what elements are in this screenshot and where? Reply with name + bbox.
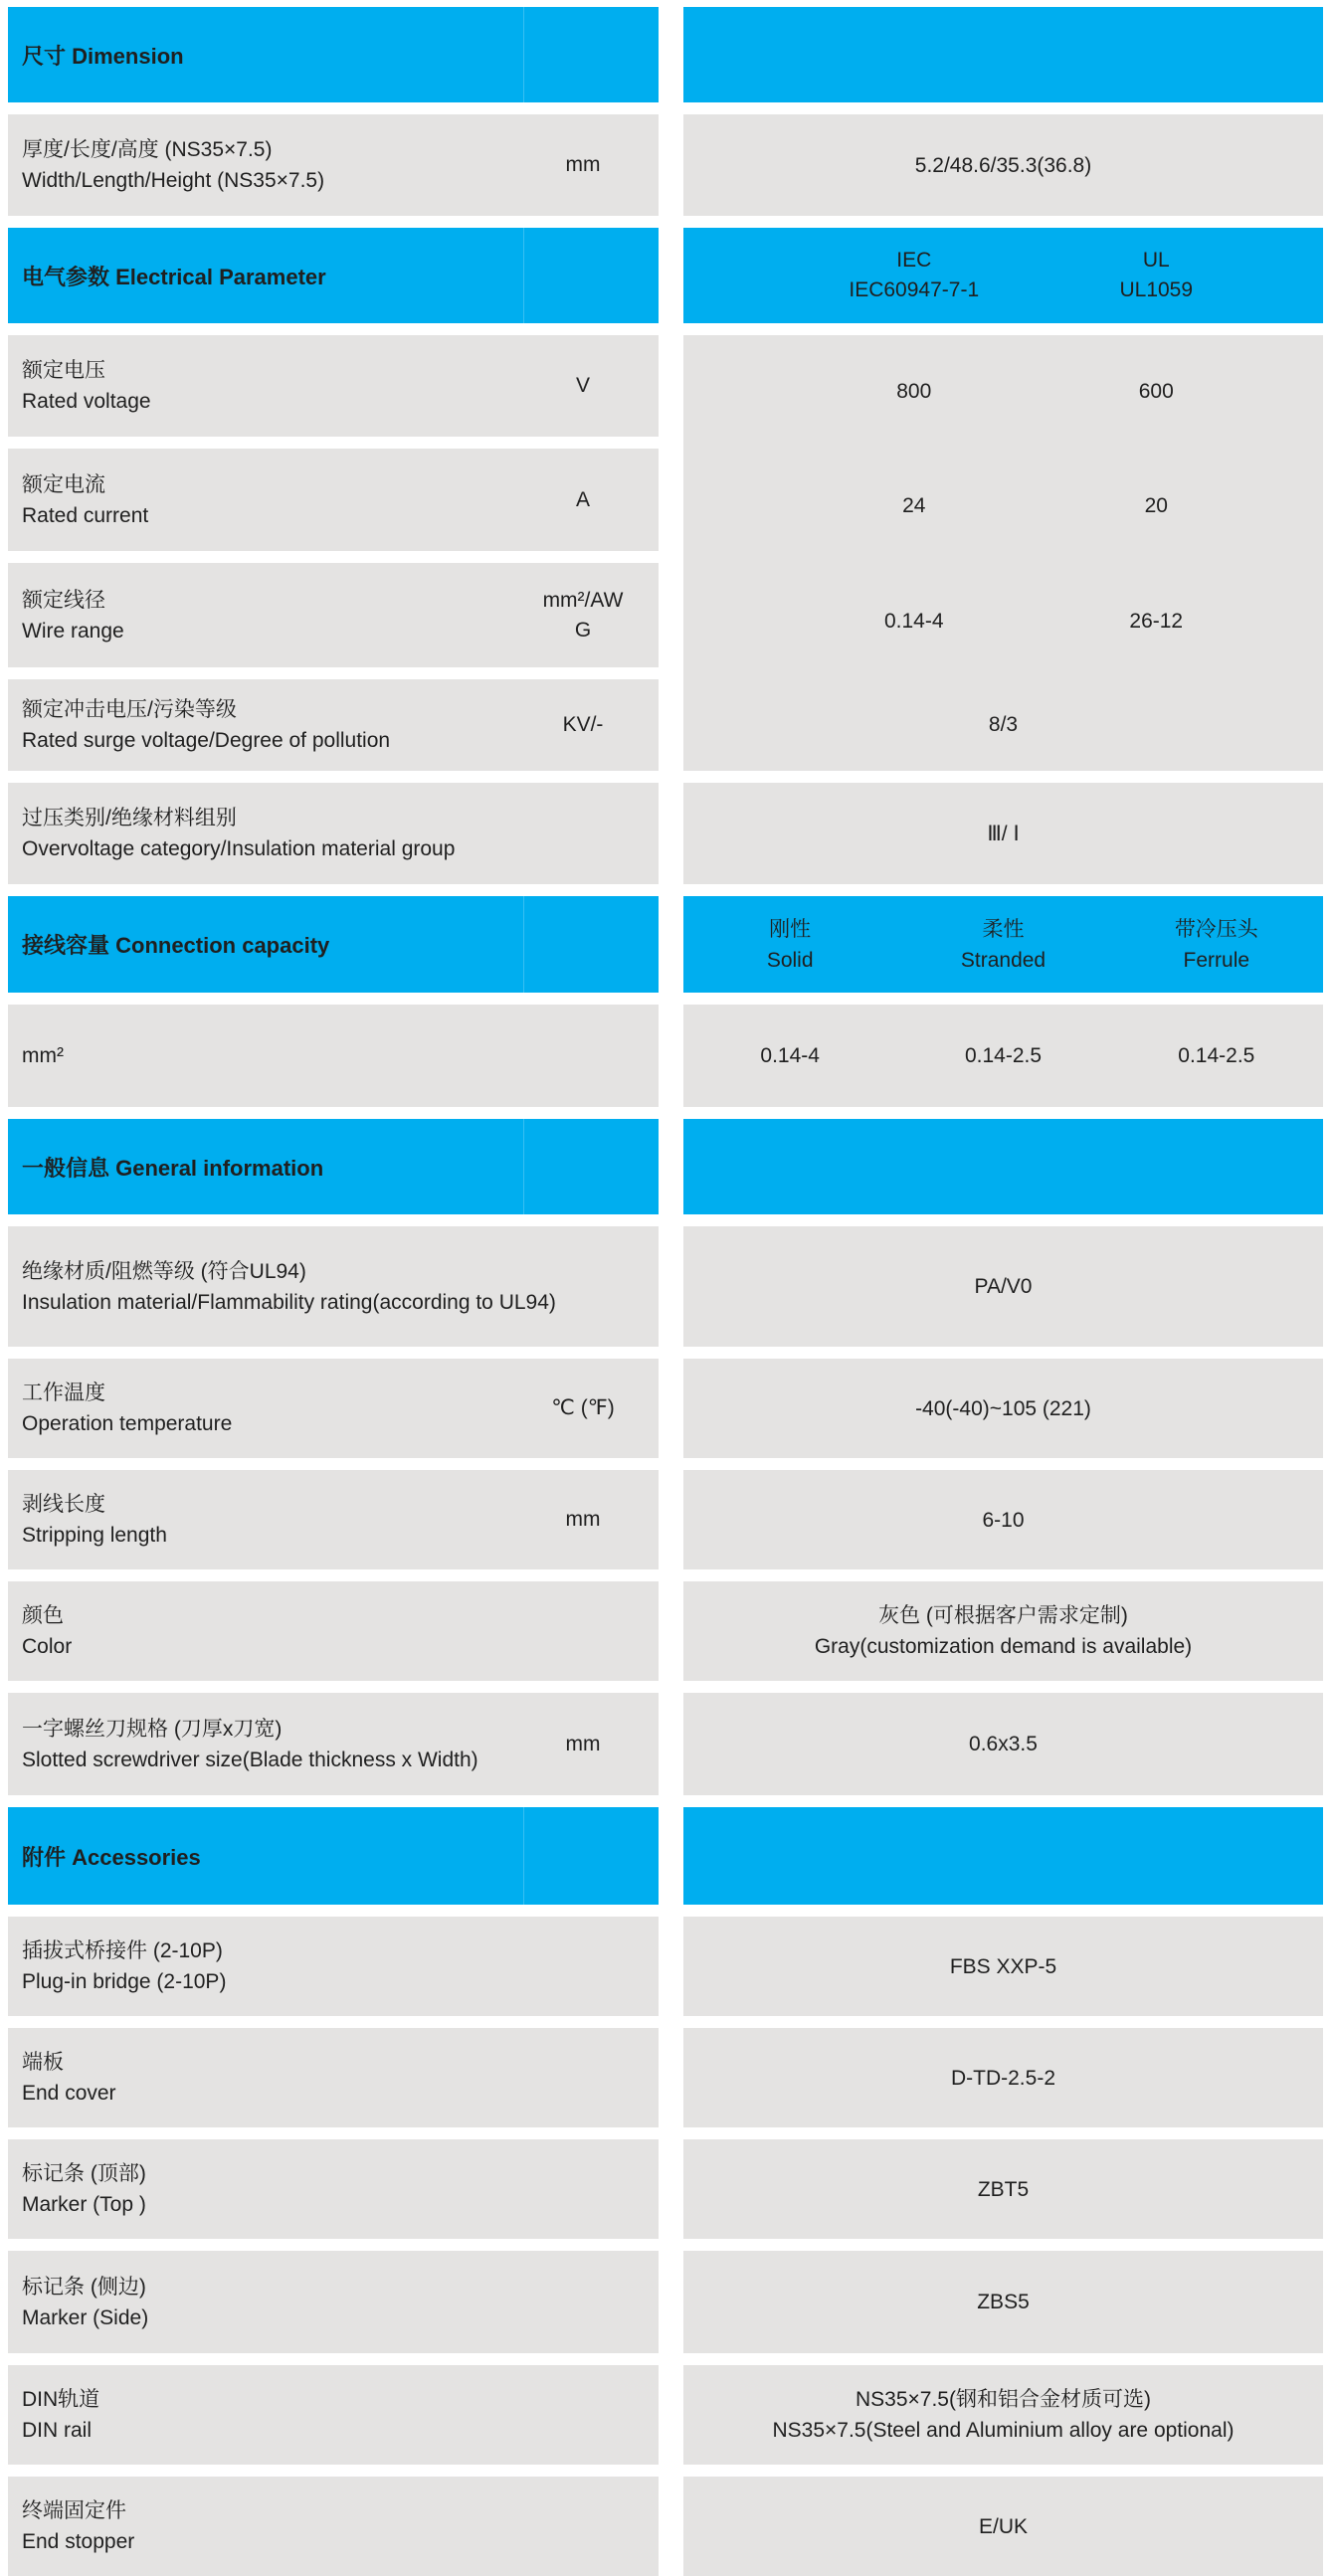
rated-current-zh: 额定电流 xyxy=(22,472,105,496)
row-stripping xyxy=(8,1470,1323,1569)
stripping-label-cell xyxy=(8,1470,659,1569)
general-header-label: 一般信息 General information xyxy=(22,1155,324,1181)
wire-range-iec-value: 0.14-4 xyxy=(883,609,944,633)
insulation-value: PA/V0 xyxy=(974,1275,1033,1298)
surge-value: 8/3 xyxy=(988,713,1019,736)
temperature-unit: ℃ (℉) xyxy=(551,1396,615,1419)
surge-en: Rated surge voltage/Degree of pollution xyxy=(22,729,391,752)
column-ferrule xyxy=(1110,914,1323,976)
row-marker-side xyxy=(8,2251,1323,2353)
stripping-value-cell xyxy=(683,1470,1323,1569)
overvoltage-label-cell xyxy=(8,783,659,884)
rated-current-en: Rated current xyxy=(22,503,149,527)
electrical-header-columns xyxy=(683,228,1323,323)
end-stopper-label-cell xyxy=(8,2477,659,2576)
section-header-connection xyxy=(8,896,1323,993)
rated-voltage-zh: 额定电压 xyxy=(22,359,105,382)
wire-range-ul-value: 26-12 xyxy=(1129,609,1184,633)
end-stopper-zh: 终端固定件 xyxy=(22,2499,126,2522)
capacity-solid-value: 0.14-4 xyxy=(760,1044,820,1067)
ferrule-en: Ferrule xyxy=(1183,948,1250,972)
row-temperature xyxy=(8,1359,1323,1458)
din-rail-label-cell xyxy=(8,2365,659,2465)
marker-side-value-cell xyxy=(683,2251,1323,2353)
stripping-zh: 剥线长度 xyxy=(22,1493,105,1516)
insulation-en: Insulation material/Flammability rating(according to UL94) xyxy=(22,1290,556,1314)
stripping-en: Stripping length xyxy=(22,1524,167,1547)
capacity-label-cell xyxy=(8,1005,659,1107)
rated-voltage-en: Rated voltage xyxy=(22,390,151,413)
screwdriver-zh: 一字螺丝刀规格 (刀厚x刀宽) xyxy=(22,1717,283,1741)
din-rail-value-cell xyxy=(683,2365,1323,2465)
end-cover-zh: 端板 xyxy=(22,2051,64,2074)
general-header-spacer xyxy=(683,1119,1323,1214)
marker-side-en: Marker (Side) xyxy=(22,2305,149,2329)
marker-side-label-cell xyxy=(8,2251,659,2353)
connection-header-label: 接线容量 Connection capacity xyxy=(22,933,330,958)
electrical-rows xyxy=(8,335,1323,771)
section-header-accessories xyxy=(8,1807,1323,1905)
ferrule-zh: 带冷压头 xyxy=(1174,917,1258,941)
general-header-title xyxy=(8,1119,659,1214)
row-insulation xyxy=(8,1226,1323,1347)
rated-current-unit: A xyxy=(575,487,590,511)
rated-voltage-label-cell xyxy=(8,335,659,437)
bridge-value-cell xyxy=(683,1917,1323,2016)
rated-current-ul-value: 20 xyxy=(1144,493,1168,517)
marker-top-value: ZBT5 xyxy=(977,2177,1030,2201)
capacity-value-cell xyxy=(683,1005,1323,1107)
temperature-en: Operation temperature xyxy=(22,1412,233,1435)
size-unit: mm xyxy=(565,153,601,176)
screwdriver-unit: mm xyxy=(565,1732,601,1755)
end-stopper-en: End stopper xyxy=(22,2530,135,2553)
capacity-ferrule-value: 0.14-2.5 xyxy=(1178,1044,1255,1067)
connection-header-columns xyxy=(683,896,1323,993)
surge-label-cell xyxy=(8,679,659,771)
insulation-value-cell xyxy=(683,1226,1323,1347)
color-value-en: Gray(customization demand is available) xyxy=(814,1635,1193,1658)
stripping-unit: mm xyxy=(565,1508,601,1531)
stranded-zh: 柔性 xyxy=(982,917,1025,941)
row-end-stopper xyxy=(8,2477,1323,2576)
rated-voltage-unit: V xyxy=(575,374,590,397)
rated-voltage-ul-value: 600 xyxy=(1138,380,1174,403)
dimension-header-label: 尺寸 Dimension xyxy=(22,43,184,69)
bridge-value: FBS XXP-5 xyxy=(949,1954,1057,1978)
wire-range-en: Wire range xyxy=(22,619,124,643)
temperature-label-cell xyxy=(8,1359,659,1458)
temperature-value: -40(-40)~105 (221) xyxy=(915,1396,1091,1420)
accessories-header-title xyxy=(8,1807,659,1905)
size-label-cell xyxy=(8,114,659,216)
end-cover-label-cell xyxy=(8,2028,659,2127)
connection-header-title xyxy=(8,896,659,993)
electrical-header-label: 电气参数 Electrical Parameter xyxy=(22,264,326,289)
capacity-stranded-value: 0.14-2.5 xyxy=(964,1044,1043,1067)
size-label-zh: 厚度/长度/高度 (NS35×7.5) xyxy=(22,138,273,161)
size-value: 5.2/48.6/35.3(36.8) xyxy=(914,153,1092,177)
end-cover-value-cell xyxy=(683,2028,1323,2127)
color-value-cell xyxy=(683,1581,1323,1681)
row-overvoltage xyxy=(8,783,1323,884)
overvoltage-en: Overvoltage category/Insulation material group xyxy=(22,837,456,860)
wire-range-zh: 额定线径 xyxy=(22,588,105,612)
section-header-dimension xyxy=(8,7,1323,102)
size-label-en: Width/Length/Height (NS35×7.5) xyxy=(22,169,325,192)
accessories-header-spacer xyxy=(683,1807,1323,1905)
bridge-zh: 插拔式桥接件 (2-10P) xyxy=(22,1939,223,1962)
marker-side-value: ZBS5 xyxy=(977,2291,1030,2313)
rated-current-iec-value: 24 xyxy=(902,493,926,517)
temperature-value-cell xyxy=(683,1359,1323,1458)
ul-name: UL xyxy=(1142,249,1170,272)
overvoltage-zh: 过压类别/绝缘材料组别 xyxy=(22,807,237,829)
row-end-cover xyxy=(8,2028,1323,2127)
insulation-label-cell xyxy=(8,1226,659,1347)
marker-top-value-cell xyxy=(683,2139,1323,2239)
row-bridge xyxy=(8,1917,1323,2016)
ul-standard: UL1059 xyxy=(1119,278,1194,301)
din-rail-en: DIN rail xyxy=(22,2419,93,2442)
column-iec xyxy=(793,246,1036,305)
column-stranded xyxy=(896,914,1109,976)
screwdriver-label-cell xyxy=(8,1693,659,1795)
color-zh: 颜色 xyxy=(22,1604,64,1627)
solid-en: Solid xyxy=(766,948,814,972)
din-rail-value-zh: NS35×7.5(钢和铝合金材质可选) xyxy=(856,2388,1151,2411)
marker-top-zh: 标记条 (顶部) xyxy=(22,2162,146,2185)
rated-current-label-cell xyxy=(8,449,659,551)
screwdriver-en: Slotted screwdriver size(Blade thickness x Width) xyxy=(22,1748,478,1771)
dimension-header-spacer xyxy=(683,7,1323,102)
solid-zh: 刚性 xyxy=(769,917,812,941)
end-cover-en: End cover xyxy=(22,2082,116,2105)
stranded-en: Stranded xyxy=(960,948,1046,972)
accessories-header-label: 附件 Accessories xyxy=(22,1844,201,1870)
surge-unit: KV/- xyxy=(562,713,604,736)
overvoltage-value-cell xyxy=(683,783,1323,884)
section-header-electrical xyxy=(8,228,1323,323)
end-cover-value: D-TD-2.5-2 xyxy=(950,2066,1055,2090)
marker-top-en: Marker (Top ) xyxy=(22,2193,146,2216)
row-capacity xyxy=(8,1005,1323,1107)
end-stopper-value-cell xyxy=(683,2477,1323,2576)
color-value-zh: 灰色 (可根据客户需求定制) xyxy=(878,1604,1128,1627)
bridge-label-cell xyxy=(8,1917,659,2016)
electrical-header-title xyxy=(8,228,659,323)
rated-voltage-iec-value: 800 xyxy=(896,380,932,403)
column-solid xyxy=(683,914,896,976)
color-label-cell xyxy=(8,1581,659,1681)
row-screwdriver xyxy=(8,1693,1323,1795)
column-ul xyxy=(1036,246,1278,305)
color-en: Color xyxy=(22,1635,73,1658)
wire-range-unit: mm²/AWG xyxy=(542,588,624,642)
row-color xyxy=(8,1581,1323,1681)
iec-standard: IEC60947-7-1 xyxy=(849,278,980,301)
stripping-value: 6-10 xyxy=(982,1508,1025,1532)
row-din-rail xyxy=(8,2365,1323,2465)
row-size xyxy=(8,114,1323,216)
din-rail-zh: DIN轨道 xyxy=(22,2388,100,2411)
iec-name: IEC xyxy=(896,249,932,272)
surge-zh: 额定冲击电压/污染等级 xyxy=(22,698,237,721)
marker-top-label-cell xyxy=(8,2139,659,2239)
bridge-en: Plug-in bridge (2-10P) xyxy=(22,1970,227,1993)
wire-range-label-cell xyxy=(8,563,659,667)
screwdriver-value-cell xyxy=(683,1693,1323,1795)
size-value-cell xyxy=(683,114,1323,216)
screwdriver-value: 0.6x3.5 xyxy=(969,1733,1038,1755)
capacity-label: mm² xyxy=(22,1044,64,1067)
end-stopper-value: E/UK xyxy=(978,2514,1028,2538)
din-rail-value-en: NS35×7.5(Steel and Aluminium alloy are optional) xyxy=(772,2419,1235,2442)
section-header-general xyxy=(8,1119,1323,1214)
temperature-zh: 工作温度 xyxy=(22,1381,105,1404)
marker-side-zh: 标记条 (侧边) xyxy=(22,2275,146,2299)
overvoltage-value: Ⅲ/ Ⅰ xyxy=(987,822,1020,845)
row-marker-top xyxy=(8,2139,1323,2239)
insulation-zh: 绝缘材质/阻燃等级 (符合UL94) xyxy=(22,1259,306,1283)
electrical-values-merged-cell xyxy=(683,335,1323,771)
dimension-header-title xyxy=(8,7,659,102)
